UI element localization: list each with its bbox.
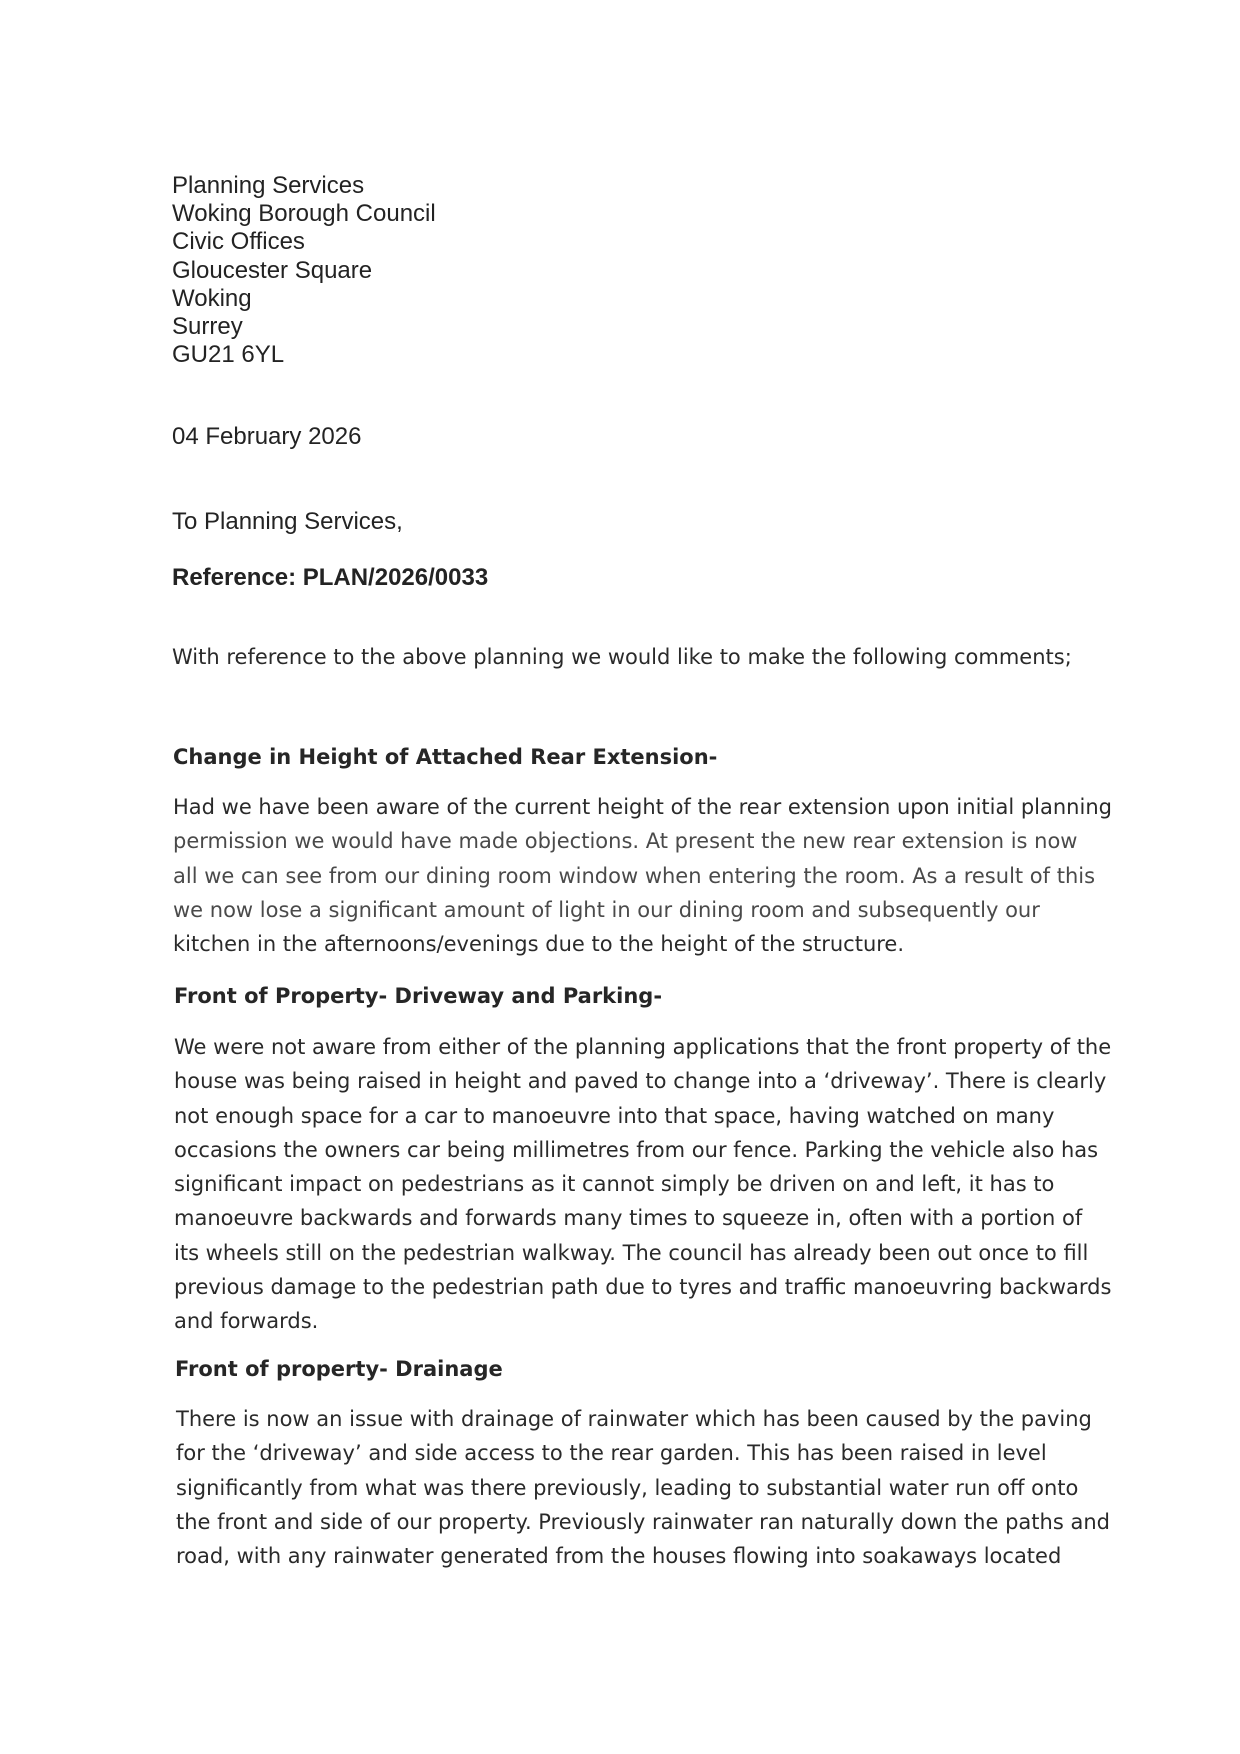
body-line: We were not aware from either of the planning applications that the front property of the [174,1035,1112,1059]
section-heading-driveway: Front of Property- Driveway and Parking- [174,984,663,1008]
body-line: manoeuvre backwards and forwards many times to squeeze in, often with a portion of [174,1206,1083,1231]
body-line: Had we have been aware of the current height of the rear extension upon initial planning [173,795,1112,819]
body-line: kitchen in the afternoons/evenings due to the height of the structure. [173,932,905,957]
body-line: the front and side of our property. Previously rainwater ran naturally down the paths and [176,1509,1110,1534]
address-line: Woking [172,284,252,312]
body-line: not enough space for a car to manoeuvre into that space, having watched on many [174,1103,1055,1128]
intro-paragraph: With reference to the above planning we would like to make the following comments; [172,645,1072,669]
address-line: Planning Services [172,172,365,199]
body-line: and forwards. [174,1309,319,1334]
body-line: previous damage to the pedestrian path due to tyres and traffic manoeuvring backwards [174,1275,1112,1300]
address-line: Gloucester Square [172,256,373,284]
section-heading-drainage: Front of property- Drainage [175,1357,503,1381]
body-line: permission we would have made objections. At present the new rear extension is now [173,829,1078,854]
address-line: Civic Offices [172,228,305,256]
body-line: road, with any rainwater generated from the houses flowing into soakaways located [176,1544,1062,1569]
body-line: all we can see from our dining room window when entering the room. As a result of this [173,863,1096,888]
section-heading-rear-extension: Change in Height of Attached Rear Extension- [173,745,718,769]
body-line: occasions the owners car being millimetres from our fence. Parking the vehicle also has [174,1137,1099,1162]
body-line: its wheels still on the pedestrian walkway. The council has already been out once to fill [174,1240,1089,1265]
section-body-drainage [176,1402,1110,1573]
recipient-address [172,172,436,369]
address-line: Surrey [172,313,243,341]
body-line: house was being raised in height and paved to change into a ‘driveway’. There is clearly [174,1069,1107,1094]
body-line: significantly from what was there previously, leading to substantial water run off onto [176,1475,1079,1500]
letter-date: 04 February 2026 [172,423,362,450]
body-line: for the ‘driveway’ and side access to the rear garden. This has been raised in level [176,1441,1047,1466]
body-line: we now lose a significant amount of light in our dining room and subsequently our [173,897,1040,922]
address-line: Woking Borough Council [172,200,436,228]
address-line: GU21 6YL [172,341,285,369]
body-line: significant impact on pedestrians as it cannot simply be driven on and left, it has to [174,1172,1055,1197]
body-line: There is now an issue with drainage of rainwater which has been caused by the paving [176,1407,1092,1431]
salutation: To Planning Services, [172,508,403,535]
section-body-rear-extension [173,790,1112,961]
reference-number: Reference: PLAN/2026/0033 [172,564,489,591]
section-body-driveway [174,1030,1112,1339]
